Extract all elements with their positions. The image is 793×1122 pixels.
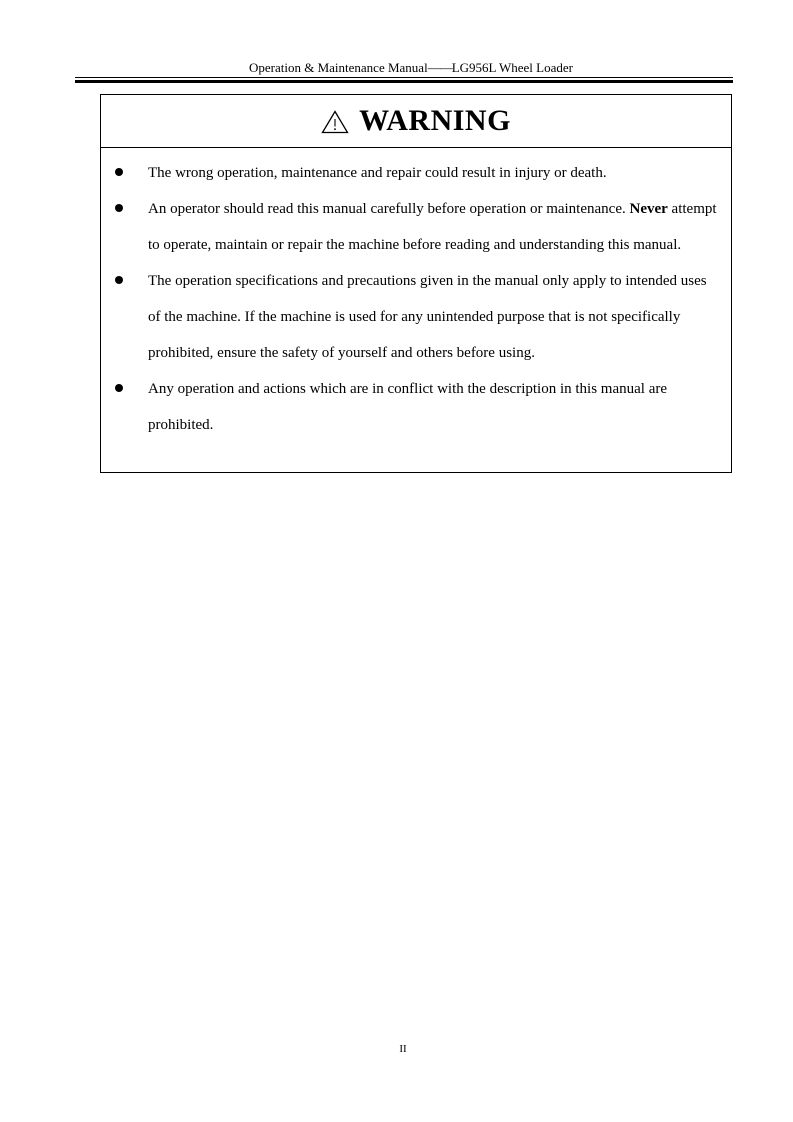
list-item-text: The wrong operation, maintenance and repair could result in injury or death. (148, 165, 607, 181)
list-item-emphasis: Never (629, 201, 668, 217)
header-rule-thick (75, 80, 733, 83)
list-item-text (148, 191, 721, 263)
page-number: II (399, 1043, 407, 1055)
header-rule-thin (75, 77, 733, 78)
list-item-text-end: attempt to operate, maintain or repair the machine before reading and understanding this manual. (148, 201, 717, 253)
list-item (101, 191, 731, 263)
list-item (101, 371, 731, 443)
warning-box (100, 94, 732, 473)
bullet-icon (115, 204, 123, 212)
header-dash: —— (427, 60, 452, 75)
warning-title: WARNING (359, 104, 511, 137)
bullet-icon (115, 276, 123, 284)
list-item-text: The operation specifications and precautions given in the manual only apply to intended uses of the machine. If the machine is used for any unintended purpose that is not specifically prohibited, ensure the safety of yourself and others before using. (148, 273, 707, 361)
header-product-name: LG956L Wheel Loader (451, 60, 573, 75)
bullet-icon (115, 384, 123, 392)
warning-list (101, 148, 731, 443)
list-item (101, 155, 731, 191)
running-header (0, 60, 793, 76)
list-item-text-start: An operator should read this manual carefully before operation or maintenance. (148, 201, 630, 217)
bullet-icon (115, 168, 123, 176)
warning-header (101, 95, 731, 148)
warning-triangle-icon (321, 110, 349, 134)
list-item-text: Any operation and actions which are in conflict with the description in this manual are prohibited. (148, 381, 668, 433)
list-item (101, 263, 731, 371)
header-manual-title: Operation & Maintenance Manual (249, 60, 428, 75)
